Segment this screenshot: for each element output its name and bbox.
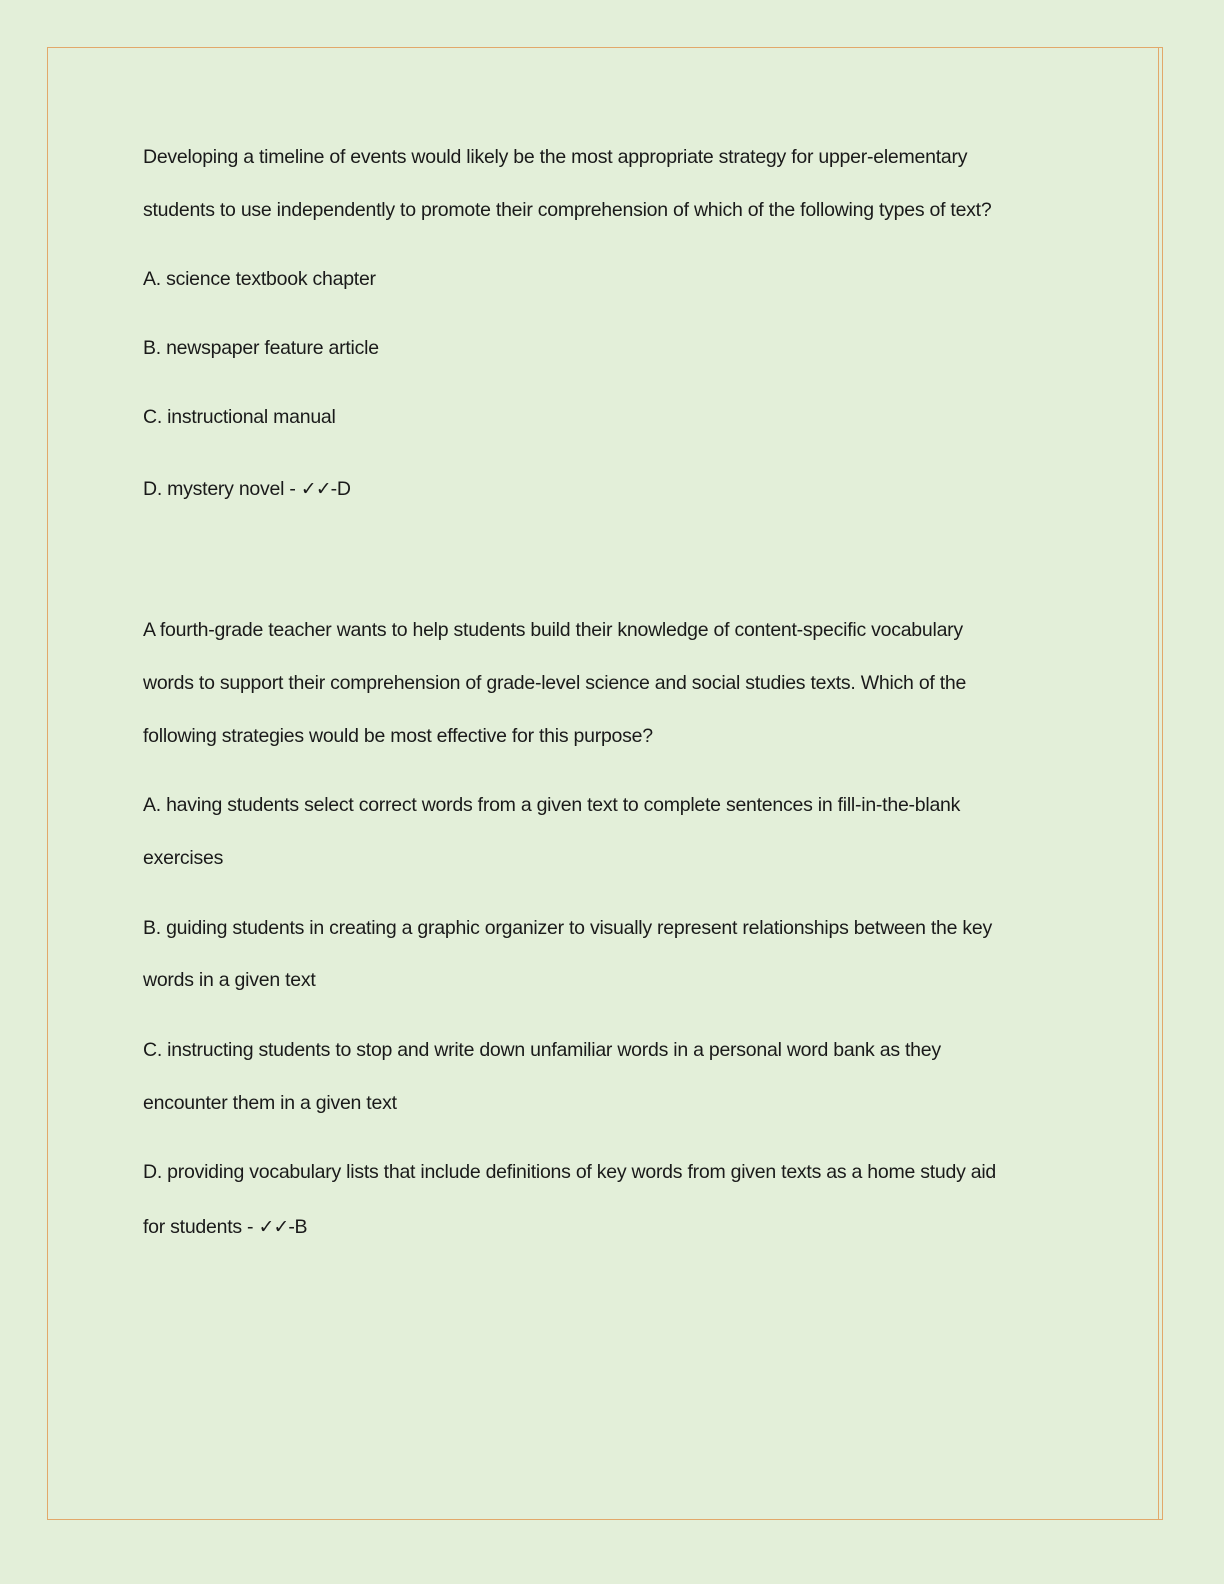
question-2-option-d-text: for students - [143, 1216, 259, 1238]
question-2-stem-line-3: following strategies would be most effective for this purpose? [143, 725, 653, 747]
question-1-option-d [143, 477, 351, 501]
question-1-stem-line-2: students to use independently to promote their comprehension of which of the following types of text? [143, 199, 992, 221]
question-2-option-c-line-1: C. instructing students to stop and write down unfamiliar words in a personal word bank as they [143, 1039, 941, 1061]
question-2-stem-line-1: A fourth-grade teacher wants to help students build their knowledge of content-specific vocabulary [143, 619, 963, 641]
question-2-option-d-line-2 [143, 1215, 307, 1239]
checkmark-icon: ✓✓ [258, 1216, 289, 1238]
question-2-stem-line-2: words to support their comprehension of grade-level science and social studies texts. Which of the [143, 672, 967, 694]
question-2-option-a-line-2: exercises [143, 847, 224, 869]
question-1-option-c: C. instructional manual [143, 406, 336, 428]
checkmark-icon: ✓✓ [300, 478, 331, 500]
question-2-option-c-line-2: encounter them in a given text [143, 1092, 397, 1114]
question-1-stem-line-1: Developing a timeline of events would likely be the most appropriate strategy for upper-elementary [143, 146, 968, 168]
question-2-option-a-line-1: A. having students select correct words from a given text to complete sentences in fill-in-the-blank [143, 794, 961, 816]
question-1-option-a: A. science textbook chapter [143, 268, 376, 290]
question-2-option-b-line-1: B. guiding students in creating a graphic organizer to visually represent relationships between the key [143, 917, 993, 939]
question-2-option-b-line-2: words in a given text [143, 969, 316, 991]
question-1-option-d-text: D. mystery novel - [143, 478, 301, 500]
question-1-option-b: B. newspaper feature article [143, 337, 379, 359]
question-1-answer: -D [330, 478, 351, 500]
question-2-option-d-line-1: D. providing vocabulary lists that include definitions of key words from given texts as a home study aid [143, 1161, 997, 1183]
question-2-answer: -B [288, 1216, 308, 1238]
